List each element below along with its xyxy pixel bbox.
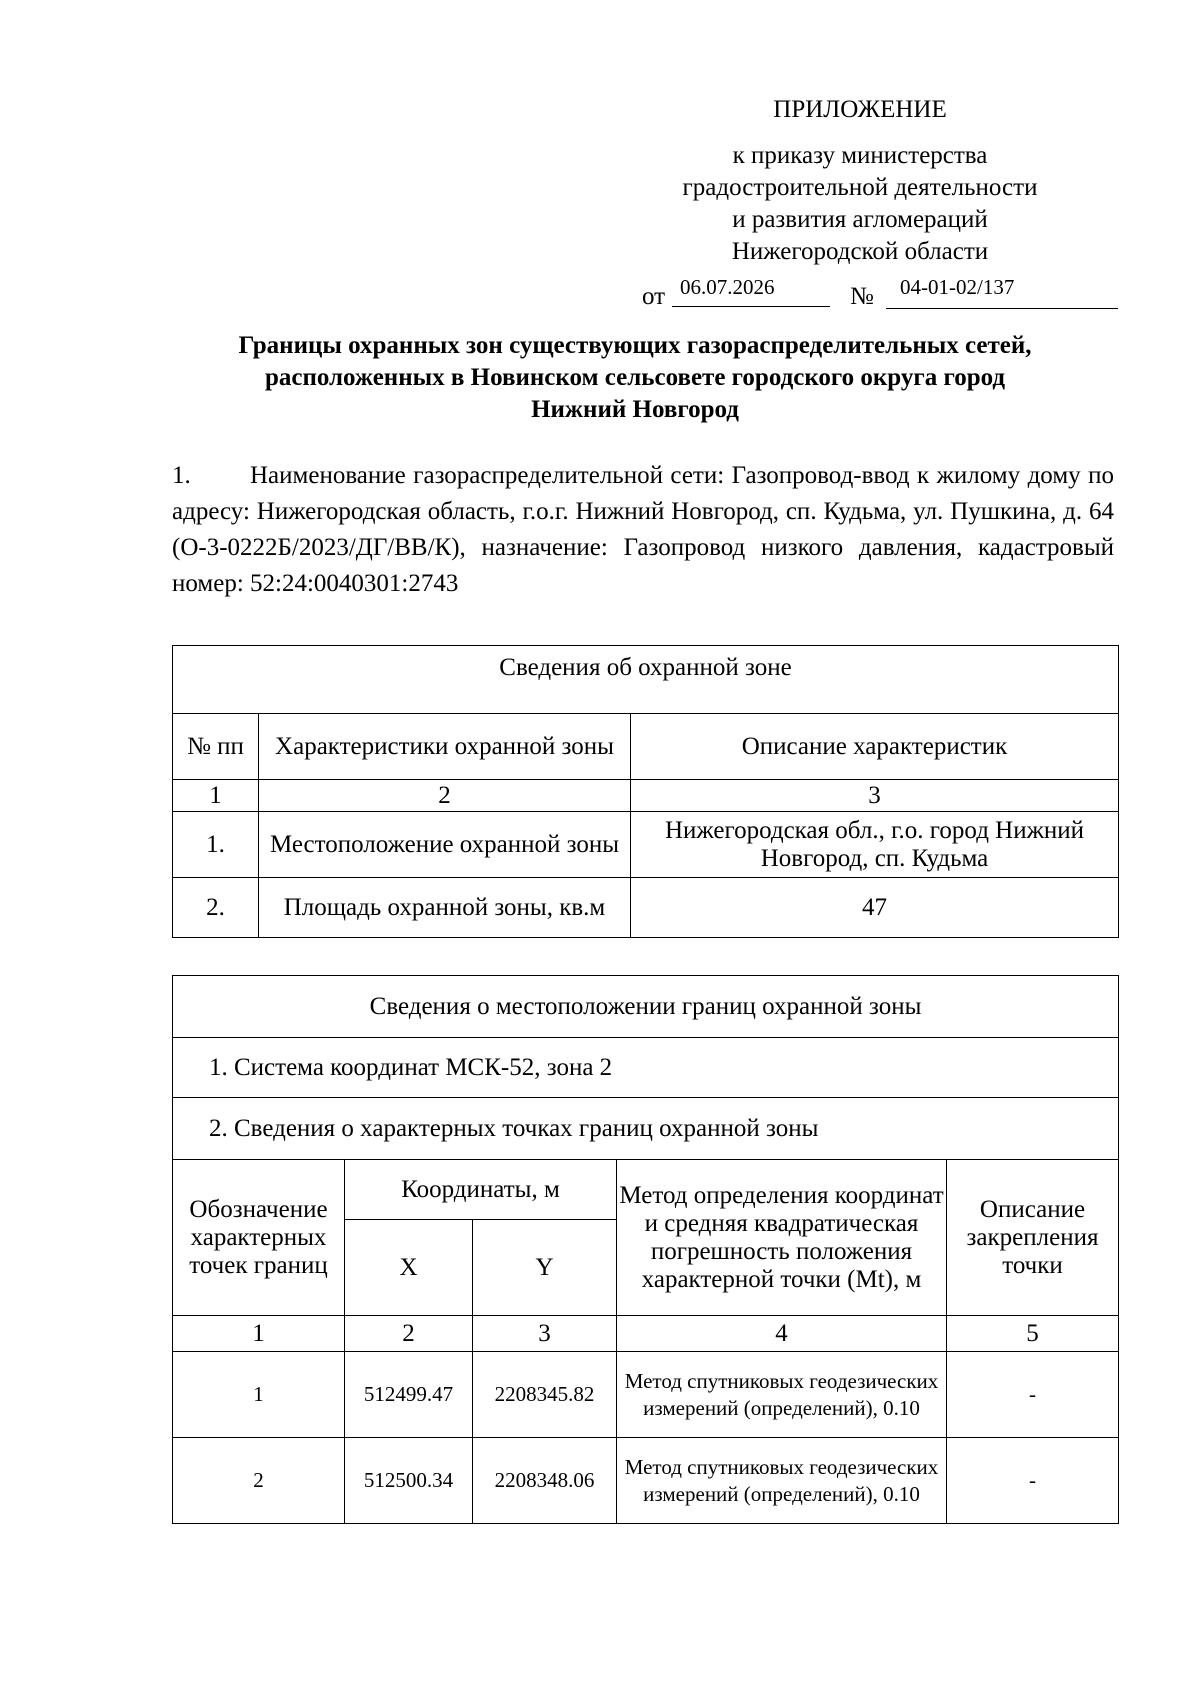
- column-header: Координаты, м: [345, 1160, 617, 1220]
- appendix-line-2: градостроительной деятельности: [682, 174, 1038, 201]
- coord-x: 512499.47: [345, 1352, 473, 1438]
- index-cell: 5: [947, 1316, 1119, 1352]
- point-id: 2: [173, 1438, 345, 1524]
- coord-x: 512500.34: [345, 1438, 473, 1524]
- title-line-2: расположенных в Новинском сельсовете городского округа город: [264, 364, 1006, 391]
- point-id: 1: [173, 1352, 345, 1438]
- fixing-cell: -: [947, 1352, 1119, 1438]
- item-number: 1.: [172, 462, 191, 489]
- from-label: от: [642, 283, 666, 310]
- index-cell: 2: [345, 1316, 473, 1352]
- appendix-line-1: к приказу министерства: [732, 142, 988, 169]
- appendix-line-4: Нижегородской области: [731, 238, 989, 265]
- table-cell: 2.: [173, 878, 259, 938]
- column-header: Метод определения координат и средняя квадратическая погрешность положения характерной точки (Mt), м: [617, 1160, 947, 1316]
- column-header: Обозначение характерных точек границ: [173, 1160, 345, 1316]
- column-header: Описание характеристик: [631, 714, 1119, 780]
- column-header: Описание закрепления точки: [947, 1160, 1119, 1316]
- table-row: [173, 878, 1119, 938]
- appendix-line-3: и развития агломераций: [732, 206, 988, 233]
- table-row: [173, 1438, 1119, 1524]
- index-cell: 2: [259, 780, 631, 812]
- table-cell: Нижегородская обл., г.о. город Нижний Новгород, сп. Кудьма: [631, 812, 1119, 878]
- appendix-header: [640, 94, 1080, 268]
- column-header: № пп: [173, 714, 259, 780]
- column-header: Характеристики охранной зоны: [259, 714, 631, 780]
- network-description: [172, 458, 1114, 602]
- index-cell: 3: [473, 1316, 617, 1352]
- number-label: №: [850, 283, 874, 310]
- fixing-cell: -: [947, 1438, 1119, 1524]
- coord-y: 2208348.06: [473, 1438, 617, 1524]
- column-header: Y: [473, 1220, 617, 1316]
- table-row: [173, 812, 1119, 878]
- method-cell: Метод спутниковых геодезических измерений (определений), 0.10: [617, 1438, 947, 1524]
- order-date: 06.07.2026: [672, 275, 830, 307]
- index-cell: 1: [173, 780, 259, 812]
- table-cell: Местоположение охранной зоны: [259, 812, 631, 878]
- index-cell: 4: [617, 1316, 947, 1352]
- table-cell: Площадь охранной зоны, кв.м: [259, 878, 631, 938]
- coordinate-system: 1. Система координат МСК-52, зона 2: [173, 1038, 1119, 1098]
- table-row: [173, 1352, 1119, 1438]
- boundary-location-table: [172, 975, 1119, 1524]
- title-line-3: Нижний Новгород: [531, 396, 739, 423]
- coord-y: 2208345.82: [473, 1352, 617, 1438]
- order-reference: [642, 275, 1122, 315]
- points-caption: 2. Сведения о характерных точках границ охранной зоны: [173, 1098, 1119, 1160]
- document-title: [170, 330, 1100, 426]
- index-cell: 1: [173, 1316, 345, 1352]
- item-text: Наименование газораспределительной сети: Газопровод-ввод к жилому дому по адресу: Нижегородская область, г.о.г. Нижний Новгород, сп. Кудьма, ул. Пушкина, д. 64 (О-3-0222Б/2023/ДГ/ВВ/К), назначение: Газопровод низкого давления, кадастровый номер: 52:24:0040301:2743: [172, 462, 1114, 597]
- appendix-title: ПРИЛОЖЕНИЕ: [773, 96, 947, 123]
- title-line-1: Границы охранных зон существующих газораспределительных сетей,: [238, 332, 1032, 359]
- column-header: X: [345, 1220, 473, 1316]
- index-cell: 3: [631, 780, 1119, 812]
- table-cell: 1.: [173, 812, 259, 878]
- table-cell: 47: [631, 878, 1119, 938]
- bounds-table-caption: Сведения о местоположении границ охранной зоны: [173, 976, 1119, 1038]
- zone-table-caption: Сведения об охранной зоне: [173, 646, 1119, 714]
- order-number: 04-01-02/137: [886, 275, 1118, 309]
- method-cell: Метод спутниковых геодезических измерений (определений), 0.10: [617, 1352, 947, 1438]
- zone-info-table: [172, 645, 1119, 938]
